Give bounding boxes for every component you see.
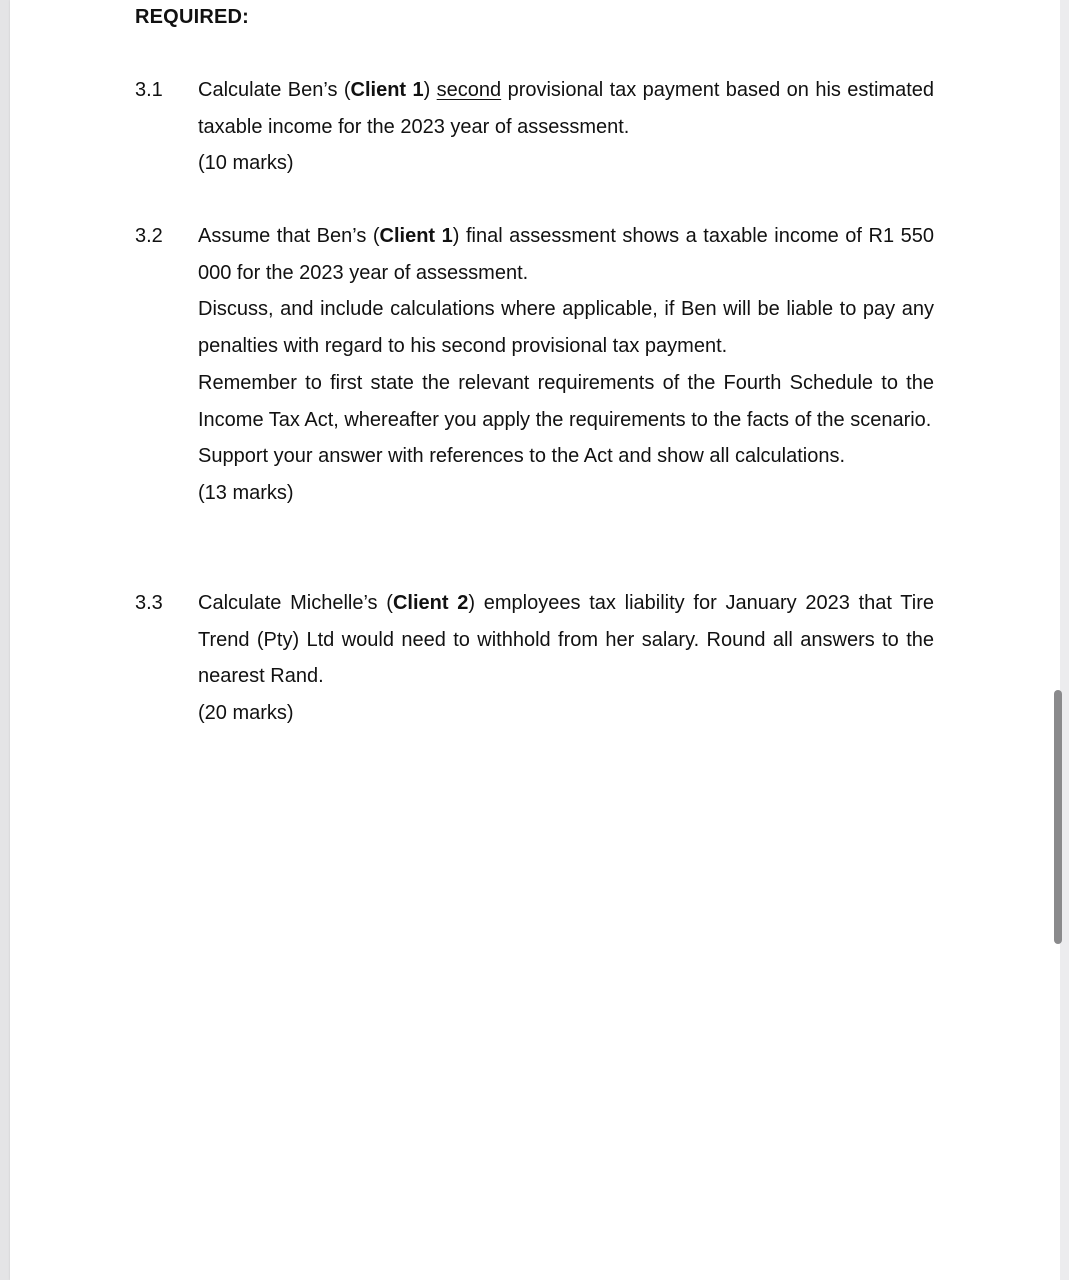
document-page bbox=[10, 0, 1060, 1280]
text-segment: ) final assessment shows a taxable income of R1 550 000 for the 2023 year of assessment. bbox=[198, 225, 934, 284]
question-body bbox=[198, 585, 934, 732]
question-paragraph: Discuss, and include calculations where applicable, if Ben will be liable to pay any penalties with regard to his second provisional tax payment. bbox=[198, 298, 934, 358]
underlined-word: second bbox=[436, 79, 502, 101]
question-paragraph bbox=[198, 218, 934, 291]
marks-label: (10 marks) bbox=[198, 152, 294, 175]
client-label: Client 1 bbox=[350, 79, 424, 101]
text-segment: ) employees tax liability for January 2023 that Tire Trend (Pty) Ltd would need to withhold from her salary. Round all answers to the nearest Rand. bbox=[198, 592, 934, 688]
text-segment: provisional tax payment based on his estimated taxable income for the 2023 year of assessment. bbox=[198, 79, 934, 138]
question-paragraph: Support your answer with references to the Act and show all calculations. bbox=[198, 445, 846, 468]
question-number: 3.1 bbox=[135, 79, 163, 101]
scrollbar-thumb[interactable] bbox=[1054, 690, 1062, 944]
question-number: 3.2 bbox=[135, 225, 163, 247]
client-label: Client 1 bbox=[379, 225, 453, 247]
scrollbar-track[interactable] bbox=[1060, 0, 1069, 1280]
client-label: Client 2 bbox=[392, 592, 469, 614]
required-heading: REQUIRED: bbox=[135, 6, 250, 28]
question-paragraph: Remember to first state the relevant requirements of the Fourth Schedule to the Income Tax Act, whereafter you apply the requirements to the facts of the scenario. bbox=[198, 371, 934, 431]
marks-label: (20 marks) bbox=[198, 702, 294, 725]
text-segment: ) bbox=[423, 79, 437, 101]
question-body bbox=[198, 218, 934, 512]
text-segment: Calculate Michelle’s ( bbox=[198, 592, 393, 614]
text-segment: Calculate Ben’s ( bbox=[198, 79, 351, 101]
marks-label: (13 marks) bbox=[198, 481, 294, 504]
question-text bbox=[198, 585, 934, 695]
text-segment: Assume that Ben’s ( bbox=[198, 225, 380, 247]
question-body bbox=[198, 72, 934, 182]
question-number: 3.3 bbox=[135, 592, 163, 614]
question-text bbox=[198, 72, 934, 145]
